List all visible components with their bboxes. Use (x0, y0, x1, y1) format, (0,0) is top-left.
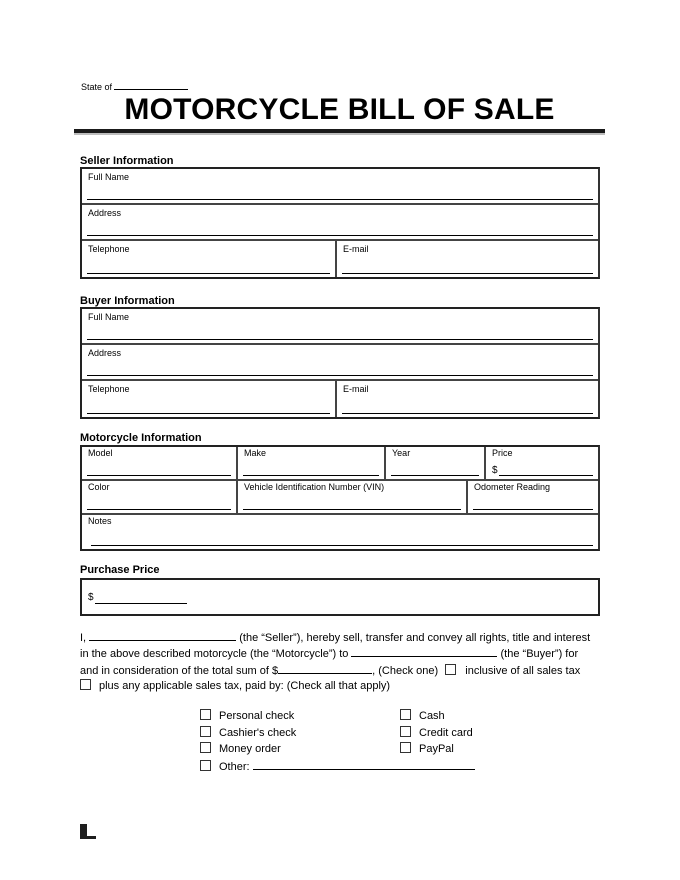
field-label: Address (88, 348, 122, 358)
field-label: Full Name (88, 312, 130, 322)
field-label: Year (392, 448, 411, 458)
input-line[interactable] (91, 545, 593, 546)
seller-address-row (82, 205, 598, 241)
agreement-text: (the “Buyer”) for (500, 648, 579, 661)
other-input-line[interactable] (253, 759, 475, 770)
input-line[interactable] (87, 475, 231, 476)
agreement-line-2 (80, 646, 600, 662)
input-line[interactable] (391, 475, 479, 476)
payment-label: Other: (219, 761, 250, 773)
agreement-text: in the above described motorcycle (the “Motorcycle”) to (80, 648, 349, 661)
buyer-name-row (82, 309, 598, 345)
payment-label: Cash (419, 710, 445, 722)
payment-label: Cashier's check (219, 727, 297, 739)
purchase-price-input-line[interactable] (95, 603, 187, 604)
state-field (81, 81, 188, 92)
purchase-price-heading: Purchase Price (80, 564, 160, 576)
buyer-address-row (82, 345, 598, 381)
field-label: Vehicle Identification Number (VIN) (244, 482, 385, 492)
field-label: Odometer Reading (474, 482, 551, 492)
input-line[interactable] (342, 273, 593, 274)
motorcycle-heading: Motorcycle Information (80, 432, 202, 444)
input-line[interactable] (499, 475, 593, 476)
motorcycle-box (80, 445, 600, 551)
input-line[interactable] (87, 235, 593, 236)
agreement-line-1 (80, 630, 600, 646)
agreement-text: , (Check one) (372, 664, 439, 677)
price-field[interactable] (484, 447, 598, 479)
seller-name-blank[interactable] (89, 630, 236, 641)
payment-option[interactable] (400, 742, 454, 755)
make-field[interactable] (236, 447, 384, 479)
field-label: Color (88, 482, 110, 492)
input-line[interactable] (473, 509, 593, 510)
seller-heading: Seller Information (80, 155, 174, 167)
logo-mark-icon (80, 824, 96, 839)
total-sum-blank[interactable] (278, 663, 372, 674)
input-line[interactable] (87, 413, 330, 414)
motorcycle-row-1 (82, 447, 598, 481)
payment-option-other[interactable] (200, 759, 475, 773)
payment-label: Money order (219, 743, 281, 755)
field-label: Full Name (88, 172, 130, 182)
field-label: E-mail (343, 244, 369, 254)
payment-label: PayPal (419, 743, 454, 755)
buyer-telephone-field[interactable] (82, 381, 335, 417)
input-line[interactable] (87, 509, 231, 510)
payment-label: Credit card (419, 727, 473, 739)
payment-option[interactable] (200, 742, 281, 755)
payment-option[interactable] (200, 709, 294, 722)
personal-check-checkbox[interactable] (200, 709, 211, 720)
field-label: Make (244, 448, 267, 458)
field-label: Model (88, 448, 113, 458)
payment-option[interactable] (400, 709, 445, 722)
seller-telephone-field[interactable] (82, 241, 335, 277)
buyer-email-field[interactable] (335, 381, 598, 417)
buyer-full-name-field[interactable] (82, 309, 598, 343)
field-label: Notes (88, 516, 112, 526)
buyer-address-field[interactable] (82, 345, 598, 379)
dollar-sign: $ (88, 592, 94, 603)
inclusive-tax-checkbox[interactable] (445, 664, 456, 675)
buyer-contact-row (82, 381, 598, 417)
seller-full-name-field[interactable] (82, 169, 598, 203)
purchase-price-box (80, 578, 600, 616)
paypal-checkbox[interactable] (400, 742, 411, 753)
agreement-text: I, (80, 632, 87, 644)
input-line[interactable] (243, 509, 461, 510)
field-label: Price (492, 448, 513, 458)
inclusive-tax-label: inclusive of all sales tax (465, 664, 581, 677)
agreement-paragraph (80, 630, 600, 694)
buyer-box (80, 307, 600, 419)
money-order-checkbox[interactable] (200, 742, 211, 753)
document-title: MOTORCYCLE BILL OF SALE (124, 93, 555, 126)
input-line[interactable] (87, 273, 330, 274)
agreement-text: (the “Seller”), hereby sell, transfer and convey all rights, title and interest (239, 632, 591, 644)
agreement-text: and in consideration of the total sum of $ (80, 664, 279, 677)
agreement-line-3 (80, 663, 600, 679)
plus-tax-label: plus any applicable sales tax, paid by: (Check all that apply) (99, 679, 391, 692)
agreement-line-4 (80, 679, 600, 694)
field-label: Address (88, 208, 122, 218)
payment-label: Personal check (219, 710, 295, 722)
state-input-line[interactable] (114, 81, 188, 90)
seller-name-row (82, 169, 598, 205)
cash-checkbox[interactable] (400, 709, 411, 720)
dollar-sign: $ (492, 465, 498, 476)
color-field[interactable] (82, 481, 236, 513)
vin-field[interactable] (236, 481, 466, 513)
credit-card-checkbox[interactable] (400, 726, 411, 737)
motorcycle-row-3 (82, 515, 598, 549)
model-field[interactable] (82, 447, 236, 479)
seller-address-field[interactable] (82, 205, 598, 239)
plus-tax-checkbox[interactable] (80, 679, 91, 690)
notes-field[interactable] (82, 515, 598, 549)
other-checkbox[interactable] (200, 760, 211, 771)
year-field[interactable] (384, 447, 484, 479)
payment-option[interactable] (200, 726, 296, 739)
payment-option[interactable] (400, 726, 473, 739)
field-label: Telephone (88, 244, 130, 254)
input-line[interactable] (87, 199, 593, 200)
field-label: E-mail (343, 384, 369, 394)
seller-contact-row (82, 241, 598, 277)
title-divider-shadow (74, 133, 605, 135)
input-line[interactable] (87, 339, 593, 340)
motorcycle-row-2 (82, 481, 598, 515)
legal-templates-logo-icon (80, 824, 96, 839)
cashiers-check-checkbox[interactable] (200, 726, 211, 737)
input-line[interactable] (243, 475, 379, 476)
field-label: Telephone (88, 384, 130, 394)
buyer-heading: Buyer Information (80, 295, 175, 307)
odometer-field[interactable] (466, 481, 598, 513)
seller-email-field[interactable] (335, 241, 598, 277)
buyer-name-blank[interactable] (351, 646, 497, 657)
input-line[interactable] (342, 413, 593, 414)
input-line[interactable] (87, 375, 593, 376)
seller-box (80, 167, 600, 279)
state-label: State of (81, 82, 113, 92)
